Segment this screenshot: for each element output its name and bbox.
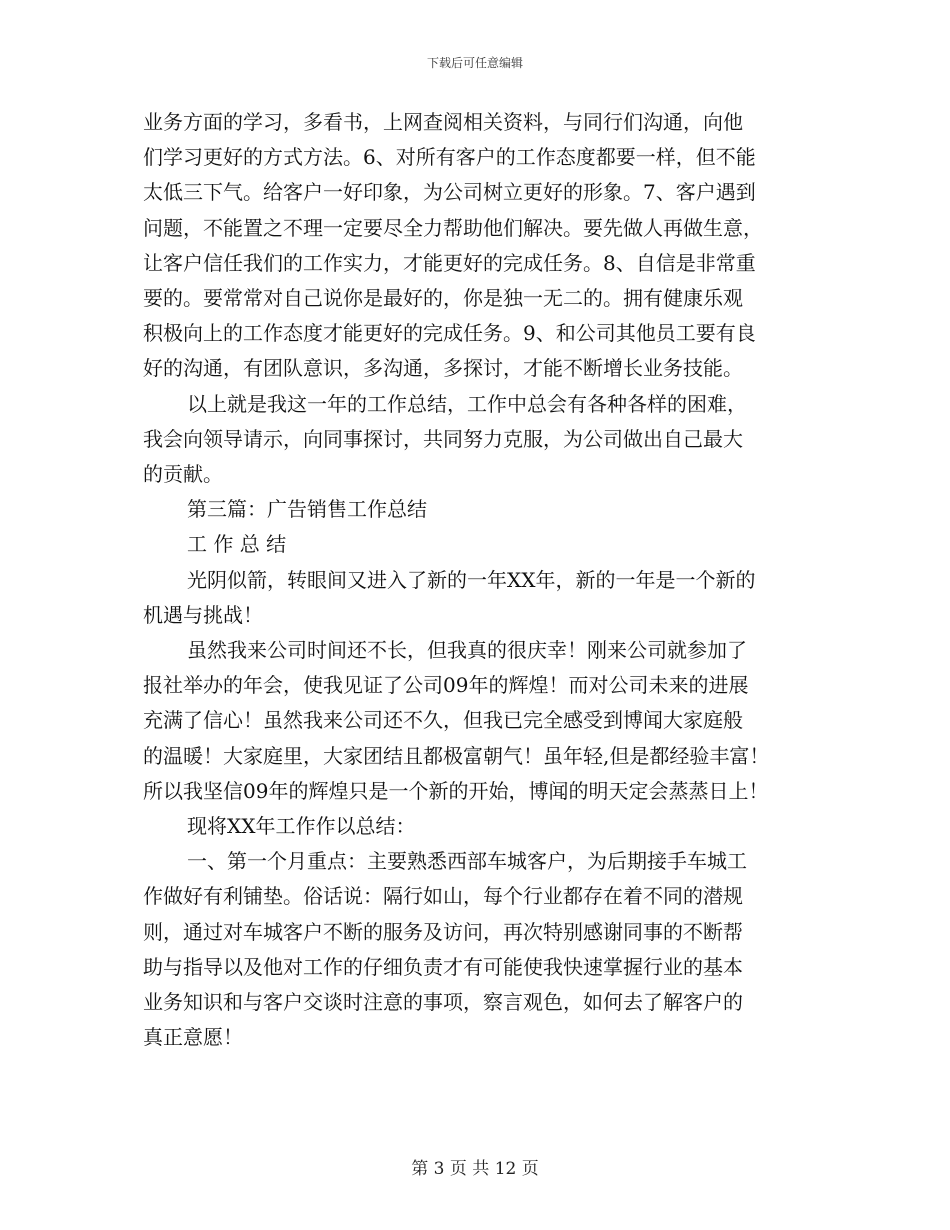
text-line: 报社举办的年会，使我见证了公司09年的辉煌！而对公司未来的进展 bbox=[143, 673, 749, 698]
text-line: 以上就是我这一年的工作总结，工作中总会有各种各样的困难， bbox=[187, 391, 747, 416]
text-line: 机遇与挑战！ bbox=[143, 602, 263, 627]
text-line: 让客户信任我们的工作实力，才能更好的完成任务。8、自信是非常重 bbox=[143, 250, 756, 275]
text-line: 我会向领导请示，向同事探讨，共同努力克服，为公司做出自己最大 bbox=[143, 426, 743, 451]
text-line: 们学习更好的方式方法。6、对所有客户的工作态度都要一样，但不能 bbox=[143, 145, 756, 170]
page-header: 下载后可任意编辑 bbox=[426, 56, 523, 70]
text-line: 真正意愿！ bbox=[143, 1025, 243, 1050]
text-line: 作做好有利铺垫。俗话说：隔行如山，每个行业都存在着不同的潜规 bbox=[143, 884, 743, 909]
text-line: 现将XX年工作作以总结： bbox=[187, 814, 416, 839]
text-line: 积极向上的工作态度才能更好的完成任务。9、和公司其他员工要有良 bbox=[143, 321, 756, 346]
text-line: 一、第一个月重点：主要熟悉西部车城客户，为后期接手车城工 bbox=[187, 849, 747, 874]
text-line: 业务方面的学习，多看书，上网查阅相关资料，与同行们沟通，向他 bbox=[143, 110, 743, 134]
text-line: 要的。要常常对自己说你是最好的，你是独一无二的。拥有健康乐观 bbox=[143, 286, 743, 311]
text-line: 第三篇：广告销售工作总结 bbox=[187, 497, 427, 522]
text-line: 工 作 总 结 bbox=[187, 532, 287, 557]
text-line: 业务知识和与客户交谈时注意的事项，察言观色，如何去了解客户的 bbox=[143, 990, 743, 1015]
text-line: 虽然我来公司时间还不长，但我真的很庆幸！刚来公司就参加了 bbox=[187, 638, 747, 663]
text-line: 光阴似箭，转眼间又进入了新的一年XX年，新的一年是一个新的 bbox=[187, 567, 756, 592]
document-body bbox=[143, 105, 823, 1055]
text-line: 所以我坚信09年的辉煌只是一个新的开始，博闻的明天定会蒸蒸日上！ bbox=[143, 778, 769, 803]
text-line: 则，通过对车城客户不断的服务及访问，再次特别感谢同事的不断帮 bbox=[143, 919, 743, 944]
text-line: 助与指导以及他对工作的仔细负责才有可能使我快速掌握行业的基本 bbox=[143, 954, 743, 979]
text-line: 的贡献。 bbox=[143, 462, 223, 487]
text-line: 问题，不能置之不理一定要尽全力帮助他们解决。要先做人再做生意， bbox=[143, 215, 763, 240]
text-line: 充满了信心！虽然我来公司还不久，但我已完全感受到博闻大家庭般 bbox=[143, 708, 743, 733]
text-line: 的温暖！大家庭里，大家团结且都极富朝气！虽年轻,但是都经验丰富！ bbox=[143, 743, 770, 768]
text-line: 好的沟通，有团队意识，多沟通，多探讨，才能不断增长业务技能。 bbox=[143, 356, 743, 381]
page-footer: 第 3 页 共 12 页 bbox=[411, 1159, 539, 1179]
text-line: 太低三下气。给客户一好印象，为公司树立更好的形象。7、客户遇到 bbox=[143, 180, 756, 205]
